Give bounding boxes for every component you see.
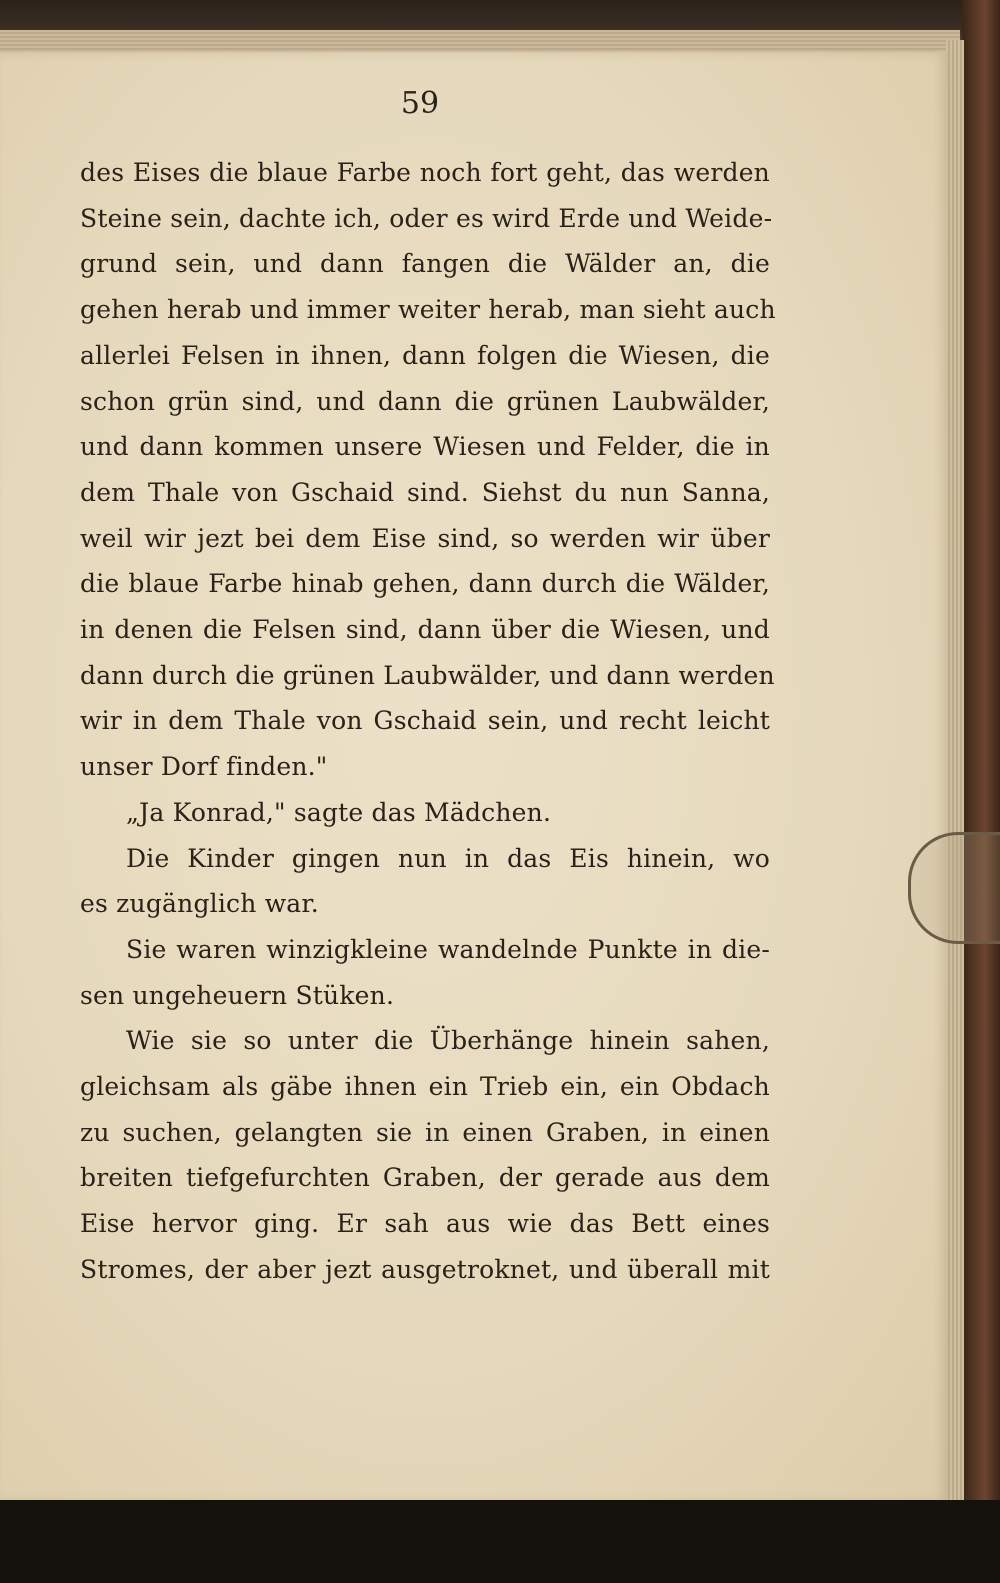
book-spine bbox=[962, 0, 1000, 1583]
text-line: Stromes, der aber jezt ausgetroknet, und überall mit bbox=[80, 1254, 770, 1284]
text-line: die blaue Farbe hinab gehen, dann durch die Wälder, bbox=[80, 569, 770, 599]
text-line: schon grün sind, und dann die grünen Laubwälder, bbox=[80, 386, 770, 416]
text-line: Eise hervor ging. Er sah aus wie das Bett eines bbox=[80, 1209, 770, 1239]
text-line: weil wir jezt bei dem Eise sind, so werden wir über bbox=[80, 523, 770, 553]
text-line: Sie waren winzigkleine wandelnde Punkte in die- bbox=[126, 934, 770, 964]
text-line: unser Dorf finden." bbox=[80, 752, 328, 782]
text-line: es zugänglich war. bbox=[80, 889, 319, 919]
text-line: in denen die Felsen sind, dann über die Wiesen, und bbox=[80, 615, 770, 645]
text-line: wir in dem Thale von Gschaid sein, und recht leicht bbox=[80, 706, 770, 736]
text-line: Steine sein, dachte ich, oder es wird Erde und Weide- bbox=[80, 203, 773, 233]
text-line: allerlei Felsen in ihnen, dann folgen die Wiesen, die bbox=[80, 340, 770, 370]
book-clasp bbox=[908, 832, 1000, 944]
text-line: breiten tiefgefurchten Graben, der gerade aus dem bbox=[80, 1163, 770, 1193]
text-line: und dann kommen unsere Wiesen und Felder, die in bbox=[80, 432, 770, 462]
body-text bbox=[80, 150, 776, 1293]
text-line: zu suchen, gelangten sie in einen Graben, in einen bbox=[80, 1117, 770, 1147]
background-bottom bbox=[0, 1500, 1000, 1583]
text-line: Die Kinder gingen nun in das Eis hinein, wo bbox=[126, 843, 770, 873]
text-line: gleichsam als gäbe ihnen ein Trieb ein, ein Obdach bbox=[80, 1072, 770, 1102]
page-edges-right bbox=[946, 40, 964, 1500]
text-line: Wie sie so unter die Überhänge hinein sahen, bbox=[126, 1026, 770, 1056]
text-line: dem Thale von Gschaid sind. Siehst du nun Sanna, bbox=[80, 477, 770, 507]
text-line: sen ungeheuern Stüken. bbox=[80, 980, 395, 1010]
text-line: „Ja Konrad," sagte das Mädchen. bbox=[126, 797, 552, 827]
text-line: dann durch die grünen Laubwälder, und dann werden bbox=[80, 660, 775, 690]
text-line: grund sein, und dann fangen die Wälder an, die bbox=[80, 249, 770, 279]
text-line: des Eises die blaue Farbe noch fort geht, das werden bbox=[80, 158, 770, 187]
text-line: gehen herab und immer weiter herab, man sieht auch bbox=[80, 295, 776, 325]
page-number: 59 bbox=[400, 86, 440, 121]
